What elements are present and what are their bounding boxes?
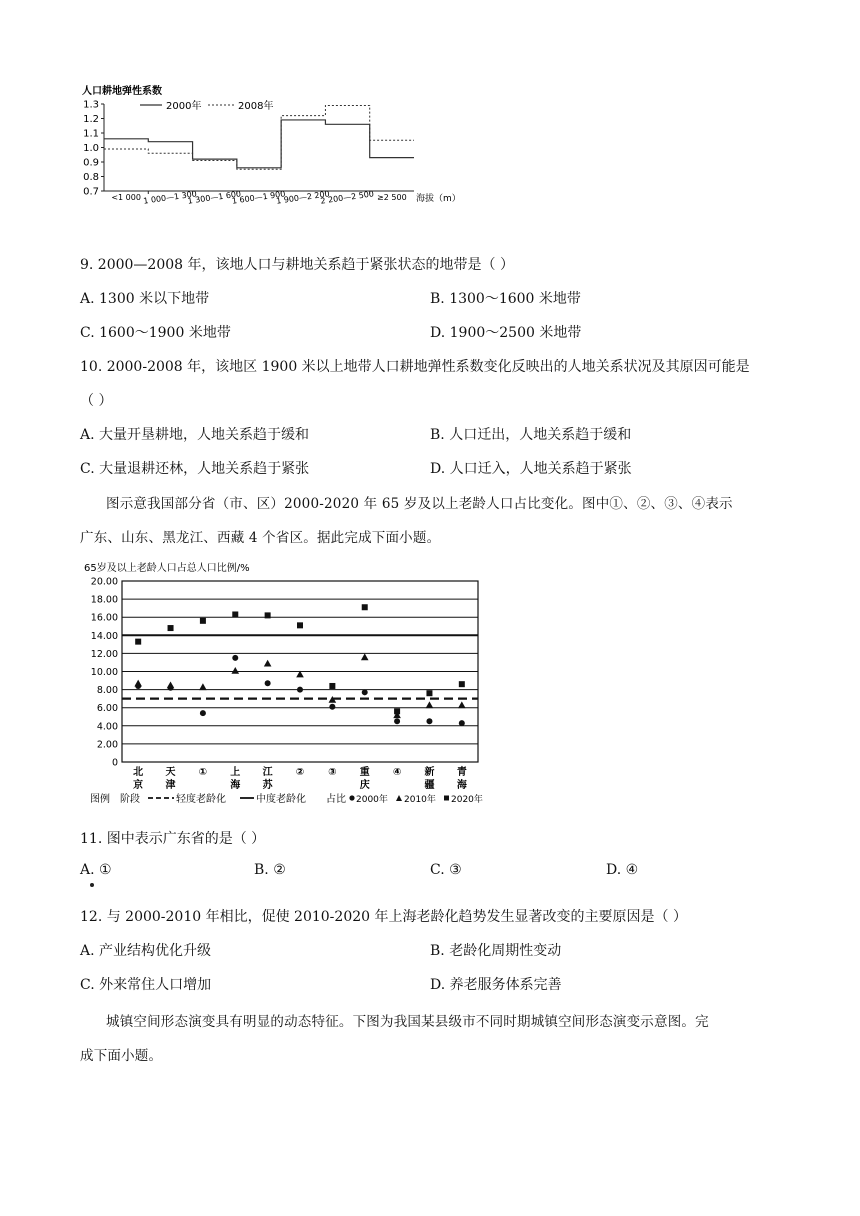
aging-ratio-chart xyxy=(82,560,492,810)
point-2010 xyxy=(361,653,369,660)
chart2-xtick-label: 新 xyxy=(424,767,435,778)
chart2-y-label: 65岁及以上老龄人口占总人口比例/% xyxy=(84,563,250,574)
point-2000 xyxy=(200,710,206,716)
chart2-xtick-label: 京 xyxy=(133,780,144,791)
chart2-xtick-label: 疆 xyxy=(424,780,435,791)
point-2000 xyxy=(265,680,271,686)
chart1-xtick-label: 1 900—2 200 xyxy=(275,189,331,206)
chart1-xtick-label: 2 200—2 500 xyxy=(319,189,375,206)
q12-stem: 12. 与 2000-2010 年相比，促使 2010-2020 年上海老龄化趋势发生显著改变的主要原因是（ ） xyxy=(80,909,687,925)
chart2-xtick-label: 重 xyxy=(359,767,370,778)
q9-option-b[interactable]: B. 1300～1600 米地带 xyxy=(430,291,581,307)
q12-option-b[interactable]: B. 老龄化周期性变动 xyxy=(430,943,562,959)
chart1-title: 人口耕地弹性系数 xyxy=(82,86,162,97)
chart2-xtick-label: 天 xyxy=(165,767,176,778)
chart2-ytick-label: 4.00 xyxy=(96,721,118,733)
chart2-xtick-label: 青 xyxy=(456,767,467,778)
chart2-xtick-label: 海 xyxy=(456,780,467,791)
point-2000 xyxy=(426,718,432,724)
point-2000 xyxy=(362,689,368,695)
q9-stem: 9. 2000—2008 年，该地人口与耕地关系趋于紧张状态的地带是（ ） xyxy=(80,257,514,273)
point-2020 xyxy=(459,681,465,687)
point-2000 xyxy=(329,704,335,710)
chart2-xtick-label: 庆 xyxy=(359,780,370,791)
point-2020 xyxy=(329,683,335,689)
point-2010 xyxy=(199,683,207,690)
q11-option-c[interactable]: C. ③ xyxy=(430,862,462,878)
chart2-ytick-label: 2.00 xyxy=(96,739,118,751)
chart1-ytick-label: 0.8 xyxy=(83,172,99,183)
point-2010 xyxy=(134,680,142,687)
point-2020 xyxy=(168,625,174,631)
legend-2010: 2010年 xyxy=(404,795,436,805)
chart1-ytick-label: 1.3 xyxy=(83,99,99,111)
point-2010 xyxy=(458,701,466,708)
intro3-line1: 城镇空间形态演变具有明显的动态特征。下图为我国某县级市不同时期城镇空间形态演变示意图。完 xyxy=(106,1014,709,1030)
chart1-series-2008年 xyxy=(104,105,414,169)
point-2020 xyxy=(265,612,271,618)
q12-option-d[interactable]: D. 养老服务体系完善 xyxy=(430,977,562,993)
chart2-ytick-label: 16.00 xyxy=(90,612,118,624)
legend-stage: 阶段 xyxy=(120,794,140,805)
chart1-ytick-label: 1.0 xyxy=(83,143,99,154)
q10-stem: 10. 2000-2008 年，该地区 1900 米以上地带人口耕地弹性系数变化反映出的人地关系状况及其原因可能是 xyxy=(80,359,750,375)
chart1-series-2000年 xyxy=(104,120,414,168)
legend-mild: 轻度老龄化 xyxy=(176,794,226,805)
q11-mark-dot xyxy=(90,883,94,887)
q12-option-c[interactable]: C. 外来常住人口增加 xyxy=(80,977,212,993)
point-2000 xyxy=(394,718,400,724)
chart2-ytick-label: 8.00 xyxy=(96,685,118,697)
chart2-xtick-label: 苏 xyxy=(262,780,273,791)
q10-option-a[interactable]: A. 大量开垦耕地，人地关系趋于缓和 xyxy=(80,427,310,443)
chart1-legend-2000: 2000年 xyxy=(166,101,202,112)
chart1-xtick-label: ≥2 500 xyxy=(377,193,407,202)
chart1-ytick-label: 1.1 xyxy=(83,128,99,140)
chart1-xtick-label: 1 600—1 900 xyxy=(231,189,286,206)
elasticity-chart xyxy=(78,84,478,214)
chart2-ytick-label: 14.00 xyxy=(90,630,118,642)
legend-moderate: 中度老龄化 xyxy=(256,794,306,805)
point-2020 xyxy=(232,611,238,617)
point-2000 xyxy=(232,655,238,661)
intro2-line2: 广东、山东、黑龙江、西藏 4 个省区。据此完成下面小题。 xyxy=(80,530,441,546)
point-2020 xyxy=(297,622,303,628)
q10-option-c[interactable]: C. 大量退耕还林，人地关系趋于紧张 xyxy=(80,461,310,477)
chart2-ytick-label: 18.00 xyxy=(90,594,118,606)
legend-ratio: 占比 xyxy=(326,794,346,805)
q10-option-b[interactable]: B. 人口迁出，人地关系趋于缓和 xyxy=(430,427,632,443)
chart2-xtick-label: 北 xyxy=(133,767,144,778)
point-2010 xyxy=(264,660,272,667)
chart1-xtick-label: <1 000 xyxy=(111,193,141,202)
chart2-xtick-label: ① xyxy=(198,767,208,778)
point-2020 xyxy=(135,639,141,645)
chart2-xtick-label: 海 xyxy=(230,780,241,791)
chart2-ytick-label: 12.00 xyxy=(90,648,118,660)
chart2-ytick-label: 6.00 xyxy=(96,703,118,715)
q9-option-a[interactable]: A. 1300 米以下地带 xyxy=(80,291,210,307)
point-2000 xyxy=(459,720,465,726)
legend-2020: 2020年 xyxy=(451,795,483,805)
point-2020 xyxy=(426,690,432,696)
chart1-x-axis-label: 海拔（m） xyxy=(416,194,461,204)
q9-option-c[interactable]: C. 1600～1900 米地带 xyxy=(80,325,231,341)
chart2-ytick-label: 0 xyxy=(111,757,118,769)
point-2010 xyxy=(231,667,239,674)
chart2-ytick-label: 20.00 xyxy=(90,576,118,588)
legend-2000: 2000年 xyxy=(356,795,388,805)
point-2020 xyxy=(394,708,400,714)
chart2-legend xyxy=(90,792,483,805)
point-2020 xyxy=(200,618,206,624)
q9-option-d[interactable]: D. 1900～2500 米地带 xyxy=(430,325,582,341)
chart1-ytick-label: 1.2 xyxy=(83,114,99,125)
point-2010 xyxy=(426,701,434,708)
q11-option-d[interactable]: D. ④ xyxy=(606,862,639,878)
chart1-ytick-label: 0.9 xyxy=(83,157,99,169)
intro2-line1: 图示意我国部分省（市、区）2000-2020 年 65 岁及以上老龄人口占比变化。图中①、②、③、④表示 xyxy=(106,496,733,512)
legend-title: 图例 xyxy=(90,794,110,805)
chart2-xtick-label: 津 xyxy=(165,780,176,791)
chart1-xtick-label: 1 000—1 300 xyxy=(142,189,198,206)
q11-stem: 11. 图中表示广东省的是（ ） xyxy=(80,831,266,847)
chart1-legend-2008: 2008年 xyxy=(238,101,274,112)
point-2010 xyxy=(167,681,175,688)
chart2-xtick-label: ③ xyxy=(328,767,337,778)
q12-option-a[interactable]: A. 产业结构优化升级 xyxy=(80,943,212,959)
chart2-xtick-label: 上 xyxy=(230,767,241,778)
q10-stem-bracket: （ ） xyxy=(80,393,113,409)
point-2000 xyxy=(297,687,303,693)
chart1-xtick-label: 1 300—1 600 xyxy=(187,189,242,206)
chart1-ytick-label: 0.7 xyxy=(83,186,99,198)
chart2-ytick-label: 10.00 xyxy=(90,667,118,678)
q10-option-d[interactable]: D. 人口迁入，人地关系趋于紧张 xyxy=(430,461,632,477)
q11-option-a[interactable]: A. ① xyxy=(80,862,112,878)
chart2-xtick-label: ② xyxy=(295,767,305,778)
point-2020 xyxy=(362,604,368,610)
chart2-xtick-label: 江 xyxy=(262,767,273,778)
intro3-line2: 成下面小题。 xyxy=(80,1048,163,1064)
q11-option-b[interactable]: B. ② xyxy=(254,862,286,878)
chart2-xtick-label: ④ xyxy=(392,767,402,778)
